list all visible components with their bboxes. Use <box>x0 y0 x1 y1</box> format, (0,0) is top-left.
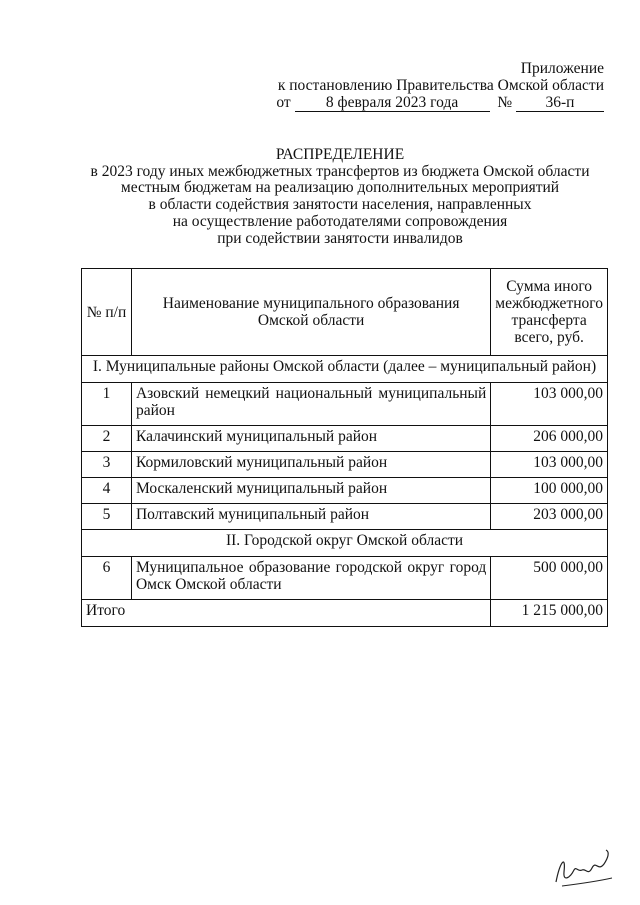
row-num: 5 <box>82 504 132 530</box>
row-name: Азовский немецкий национальный муниципальный район <box>131 383 490 426</box>
title-line: в области содействия занятости населения, направленных <box>148 196 532 214</box>
section-municipal-districts: I. Муниципальные районы Омской области (далее – муниципальный район) <box>82 356 608 383</box>
row-name: Полтавский муниципальный район <box>131 504 490 530</box>
row-sum: 500 000,00 <box>491 557 608 600</box>
row-num: 1 <box>82 383 132 426</box>
appendix-date-line <box>276 94 604 112</box>
title-line: на осуществление работодателями сопровождения <box>172 212 508 230</box>
row-sum: 103 000,00 <box>491 452 608 478</box>
total-sum: 1 215 000,00 <box>491 600 608 627</box>
title-line: местным бюджетам на реализацию дополнительных мероприятий <box>120 179 560 197</box>
table-header-row <box>82 269 608 356</box>
section-city-district: II. Городской округ Омской области <box>82 530 608 557</box>
appendix-title: Приложение <box>520 60 604 77</box>
table-row <box>82 557 608 600</box>
appendix-block <box>276 60 604 112</box>
header-name: Наименование муниципального образования Омской области <box>131 269 490 356</box>
row-sum: 103 000,00 <box>491 383 608 426</box>
header-num: № п/п <box>82 269 132 356</box>
header-sum: Сумма иного межбюджетного трансферта всего, руб. <box>491 269 608 356</box>
from-label: от <box>276 94 291 111</box>
row-num: 3 <box>82 452 132 478</box>
row-name: Муниципальное образование городской округ город Омск Омской области <box>131 557 490 600</box>
title-line: в 2023 году иных межбюджетных трансфертов из бюджета Омской области <box>90 162 590 180</box>
title-line: при содействии занятости инвалидов <box>217 229 463 247</box>
total-row <box>82 600 608 627</box>
section-row <box>82 530 608 557</box>
row-num: 4 <box>82 478 132 504</box>
row-name: Москаленский муниципальный район <box>131 478 490 504</box>
row-num: 6 <box>82 557 132 600</box>
table-row <box>82 504 608 530</box>
row-name: Калачинский муниципальный район <box>131 426 490 452</box>
total-label: Итого <box>82 600 491 627</box>
section-row <box>82 356 608 383</box>
signature-mark <box>548 842 618 892</box>
row-sum: 100 000,00 <box>491 478 608 504</box>
row-name: Кормиловский муниципальный район <box>131 452 490 478</box>
resolution-date: 8 февраля 2023 года <box>295 95 490 112</box>
table-row <box>82 478 608 504</box>
row-num: 2 <box>82 426 132 452</box>
appendix-resolution: к постановлению Правительства Омской области <box>277 77 604 94</box>
document-title <box>60 147 620 247</box>
table-row <box>82 426 608 452</box>
table-row <box>82 383 608 426</box>
resolution-number: 36-п <box>516 95 604 112</box>
table-row <box>82 452 608 478</box>
row-sum: 206 000,00 <box>491 426 608 452</box>
row-sum: 203 000,00 <box>491 504 608 530</box>
number-label: № <box>497 94 513 111</box>
distribution-table <box>81 268 608 627</box>
title-heading: РАСПРЕДЕЛЕНИЕ <box>275 146 405 163</box>
